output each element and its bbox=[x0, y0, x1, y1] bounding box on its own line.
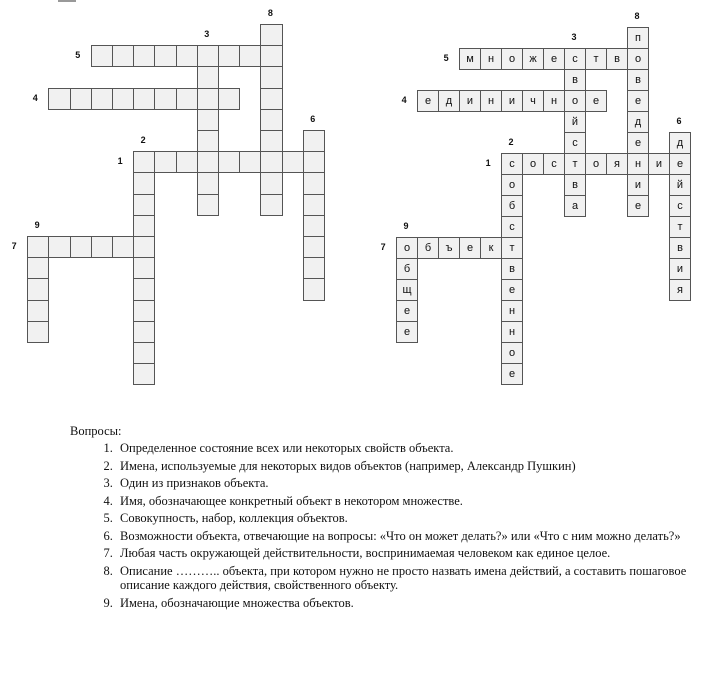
questions-list bbox=[70, 441, 690, 610]
crossword-cell bbox=[197, 172, 219, 194]
crossword-cell bbox=[218, 88, 240, 110]
crossword-cell: с bbox=[669, 195, 691, 217]
crossword-cell: й bbox=[669, 174, 691, 196]
clue-number: 4 bbox=[401, 95, 407, 105]
question-item: 3. Один из признаков объекта. bbox=[116, 476, 690, 491]
crossword-cell bbox=[303, 172, 325, 194]
crossword-cell: и bbox=[501, 90, 523, 112]
question-item: 7. Любая часть окружающей действительности, воспринимаемая человеком как единое целое. bbox=[116, 546, 690, 561]
crossword-cell: о bbox=[501, 174, 523, 196]
crossword-cell: е bbox=[543, 48, 565, 70]
crossword-cell bbox=[70, 236, 92, 258]
crossword-cell bbox=[197, 45, 219, 67]
crossword-cell: в bbox=[627, 69, 649, 91]
crossword-cell bbox=[176, 151, 198, 173]
crossword-cell bbox=[154, 151, 176, 173]
crossword-cell: ъ bbox=[438, 237, 460, 259]
crossword-cell bbox=[154, 45, 176, 67]
crossword-cell: н bbox=[543, 90, 565, 112]
crossword-cell bbox=[239, 151, 261, 173]
crossword-cell: и bbox=[459, 90, 481, 112]
crossword-cell: б bbox=[396, 258, 418, 280]
crossword-cell: т bbox=[501, 237, 523, 259]
crossword-cell: к bbox=[480, 237, 502, 259]
questions-title: Вопросы: bbox=[70, 424, 122, 438]
question-item: 4. Имя, обозначающее конкретный объект в некотором множестве. bbox=[116, 494, 690, 509]
crossword-cell: б bbox=[501, 195, 523, 217]
crossword-cell: в bbox=[564, 69, 586, 91]
crossword-cell bbox=[260, 24, 282, 46]
crossword-cell bbox=[197, 88, 219, 110]
questions-section bbox=[70, 424, 690, 613]
crossword-cell: с bbox=[564, 132, 586, 154]
crossword-cell: м bbox=[459, 48, 481, 70]
question-item: 6. Возможности объекта, отвечающие на вопросы: «Что он может делать?» или «Что с ним можно делать?» bbox=[116, 529, 690, 544]
crossword-cell bbox=[133, 300, 155, 322]
crossword-cell: я bbox=[669, 279, 691, 301]
crossword-cell: е bbox=[669, 153, 691, 175]
crossword-cell: в bbox=[501, 258, 523, 280]
crossword-cell: о bbox=[501, 342, 523, 364]
clue-number: 7 bbox=[11, 241, 17, 251]
crossword-cell: т bbox=[564, 153, 586, 175]
clue-number: 9 bbox=[34, 219, 40, 230]
crossword-cell bbox=[260, 194, 282, 216]
crossword-cell: в bbox=[606, 48, 628, 70]
crossword-cell bbox=[133, 363, 155, 385]
crossword-cell bbox=[260, 88, 282, 110]
crossword-cell bbox=[303, 215, 325, 237]
crossword-cell: о bbox=[501, 48, 523, 70]
crossword-cell: н bbox=[480, 90, 502, 112]
crossword-cell bbox=[27, 321, 49, 343]
crossword-cell: с bbox=[564, 48, 586, 70]
crossword-cell: е bbox=[417, 90, 439, 112]
crossword-cell bbox=[303, 278, 325, 300]
clue-number: 1 bbox=[485, 158, 491, 168]
crossword-cell bbox=[27, 278, 49, 300]
crossword-cell: с bbox=[501, 216, 523, 238]
crossword-cell bbox=[133, 172, 155, 194]
crossword-cell bbox=[303, 194, 325, 216]
crossword-cell bbox=[91, 88, 113, 110]
crossword-cell: т bbox=[669, 216, 691, 238]
crossword-cell bbox=[260, 109, 282, 131]
crossword-cell bbox=[112, 45, 134, 67]
crossword-cell bbox=[70, 88, 92, 110]
crossword-cell: й bbox=[564, 111, 586, 133]
question-item: 2. Имена, используемые для некоторых видов объектов (например, Александр Пушкин) bbox=[116, 459, 690, 474]
clue-number: 8 bbox=[267, 7, 273, 18]
crossword-cell: и bbox=[627, 174, 649, 196]
crossword-cell bbox=[48, 88, 70, 110]
crossword-cell bbox=[133, 257, 155, 279]
crossword-cell: е bbox=[501, 363, 523, 385]
crossword-cell: д bbox=[627, 111, 649, 133]
crossword-cell: в bbox=[564, 174, 586, 196]
clue-number: 6 bbox=[310, 113, 316, 124]
crossword-cell: е bbox=[627, 90, 649, 112]
crossword-cell: щ bbox=[396, 279, 418, 301]
crossword-cell bbox=[176, 45, 198, 67]
crossword-cell: е bbox=[627, 132, 649, 154]
crossword-cell: д bbox=[669, 132, 691, 154]
crossword-cell bbox=[197, 151, 219, 173]
clue-number: 8 bbox=[634, 11, 640, 22]
crossword-cell: о bbox=[627, 48, 649, 70]
clue-number: 2 bbox=[508, 137, 514, 148]
crossword-cell bbox=[133, 236, 155, 258]
crossword-cell bbox=[48, 236, 70, 258]
crossword-cell bbox=[197, 130, 219, 152]
crossword-cell bbox=[133, 215, 155, 237]
crossword-cell: н bbox=[627, 153, 649, 175]
crossword-cell: е bbox=[627, 195, 649, 217]
clue-number: 7 bbox=[380, 242, 386, 252]
crossword-cell bbox=[260, 66, 282, 88]
crossword-cell bbox=[197, 109, 219, 131]
crossword-cell bbox=[27, 257, 49, 279]
clue-number: 9 bbox=[403, 221, 409, 232]
crossword-cell bbox=[303, 151, 325, 173]
crossword-cell bbox=[133, 278, 155, 300]
crossword-cell bbox=[303, 130, 325, 152]
crossword-cell bbox=[154, 88, 176, 110]
crossword-cell: е bbox=[585, 90, 607, 112]
crossword-cell: т bbox=[585, 48, 607, 70]
crossword-cell bbox=[282, 151, 304, 173]
crossword-cell: я bbox=[606, 153, 628, 175]
crossword-cell bbox=[260, 151, 282, 173]
crossword-cell bbox=[27, 300, 49, 322]
crossword-cell bbox=[303, 236, 325, 258]
crossword-cell: е bbox=[396, 300, 418, 322]
crossword-cell: н bbox=[480, 48, 502, 70]
crossword-cell: и bbox=[648, 153, 670, 175]
crossword-cell bbox=[260, 130, 282, 152]
crossword-cell: д bbox=[438, 90, 460, 112]
crossword-cell: ч bbox=[522, 90, 544, 112]
crossword-cell: и bbox=[669, 258, 691, 280]
crossword-cell: о bbox=[585, 153, 607, 175]
crossword-cell bbox=[133, 342, 155, 364]
crossword-cell: а bbox=[564, 195, 586, 217]
crossword-cell: в bbox=[669, 237, 691, 259]
clue-number: 3 bbox=[571, 32, 577, 43]
crossword-cell bbox=[91, 236, 113, 258]
crossword-cell: о bbox=[396, 237, 418, 259]
crossword-cell bbox=[218, 151, 240, 173]
question-item: 1. Определенное состояние всех или некоторых свойств объекта. bbox=[116, 441, 690, 456]
crossword-cell: н bbox=[501, 321, 523, 343]
crossword-cell bbox=[133, 151, 155, 173]
clue-number: 5 bbox=[443, 53, 449, 63]
crossword-cell bbox=[133, 45, 155, 67]
clue-number: 4 bbox=[32, 92, 38, 103]
crossword-cell: е bbox=[459, 237, 481, 259]
crossword-cell bbox=[133, 321, 155, 343]
crossword-cell: ж bbox=[522, 48, 544, 70]
crossword-cell: е bbox=[501, 279, 523, 301]
crossword-cell bbox=[197, 194, 219, 216]
crossword-cell: о bbox=[564, 90, 586, 112]
crossword-cell: б bbox=[417, 237, 439, 259]
crossword-cell: с bbox=[543, 153, 565, 175]
clue-number: 5 bbox=[75, 50, 81, 61]
question-item: 8. Описание ……….. объекта, при котором нужно не просто назвать имена действий, а составить пошаговое описание каждого действия, свойственного объекту. bbox=[116, 564, 690, 593]
crossword-cell bbox=[176, 88, 198, 110]
clue-number: 3 bbox=[204, 29, 210, 40]
crossword-cell bbox=[133, 194, 155, 216]
crossword-cell: е bbox=[396, 321, 418, 343]
top-edge-mark bbox=[58, 0, 76, 2]
crossword-cell bbox=[260, 172, 282, 194]
crossword-cell bbox=[303, 257, 325, 279]
crossword-cell bbox=[260, 45, 282, 67]
crossword-cell bbox=[112, 88, 134, 110]
crossword-cell bbox=[112, 236, 134, 258]
crossword-cell bbox=[91, 45, 113, 67]
clue-number: 6 bbox=[676, 116, 682, 127]
crossword-cell: п bbox=[627, 27, 649, 49]
clue-number: 1 bbox=[117, 156, 123, 167]
crossword-cell bbox=[218, 45, 240, 67]
crossword-cell bbox=[197, 66, 219, 88]
crossword-cell: н bbox=[501, 300, 523, 322]
question-item: 5. Совокупность, набор, коллекция объектов. bbox=[116, 511, 690, 526]
clue-number: 2 bbox=[140, 135, 146, 146]
question-item: 9. Имена, обозначающие множества объектов. bbox=[116, 596, 690, 611]
crossword-cell bbox=[27, 236, 49, 258]
crossword-cell: с bbox=[501, 153, 523, 175]
crossword-cell bbox=[239, 45, 261, 67]
crossword-cell: о bbox=[522, 153, 544, 175]
crossword-cell bbox=[133, 88, 155, 110]
